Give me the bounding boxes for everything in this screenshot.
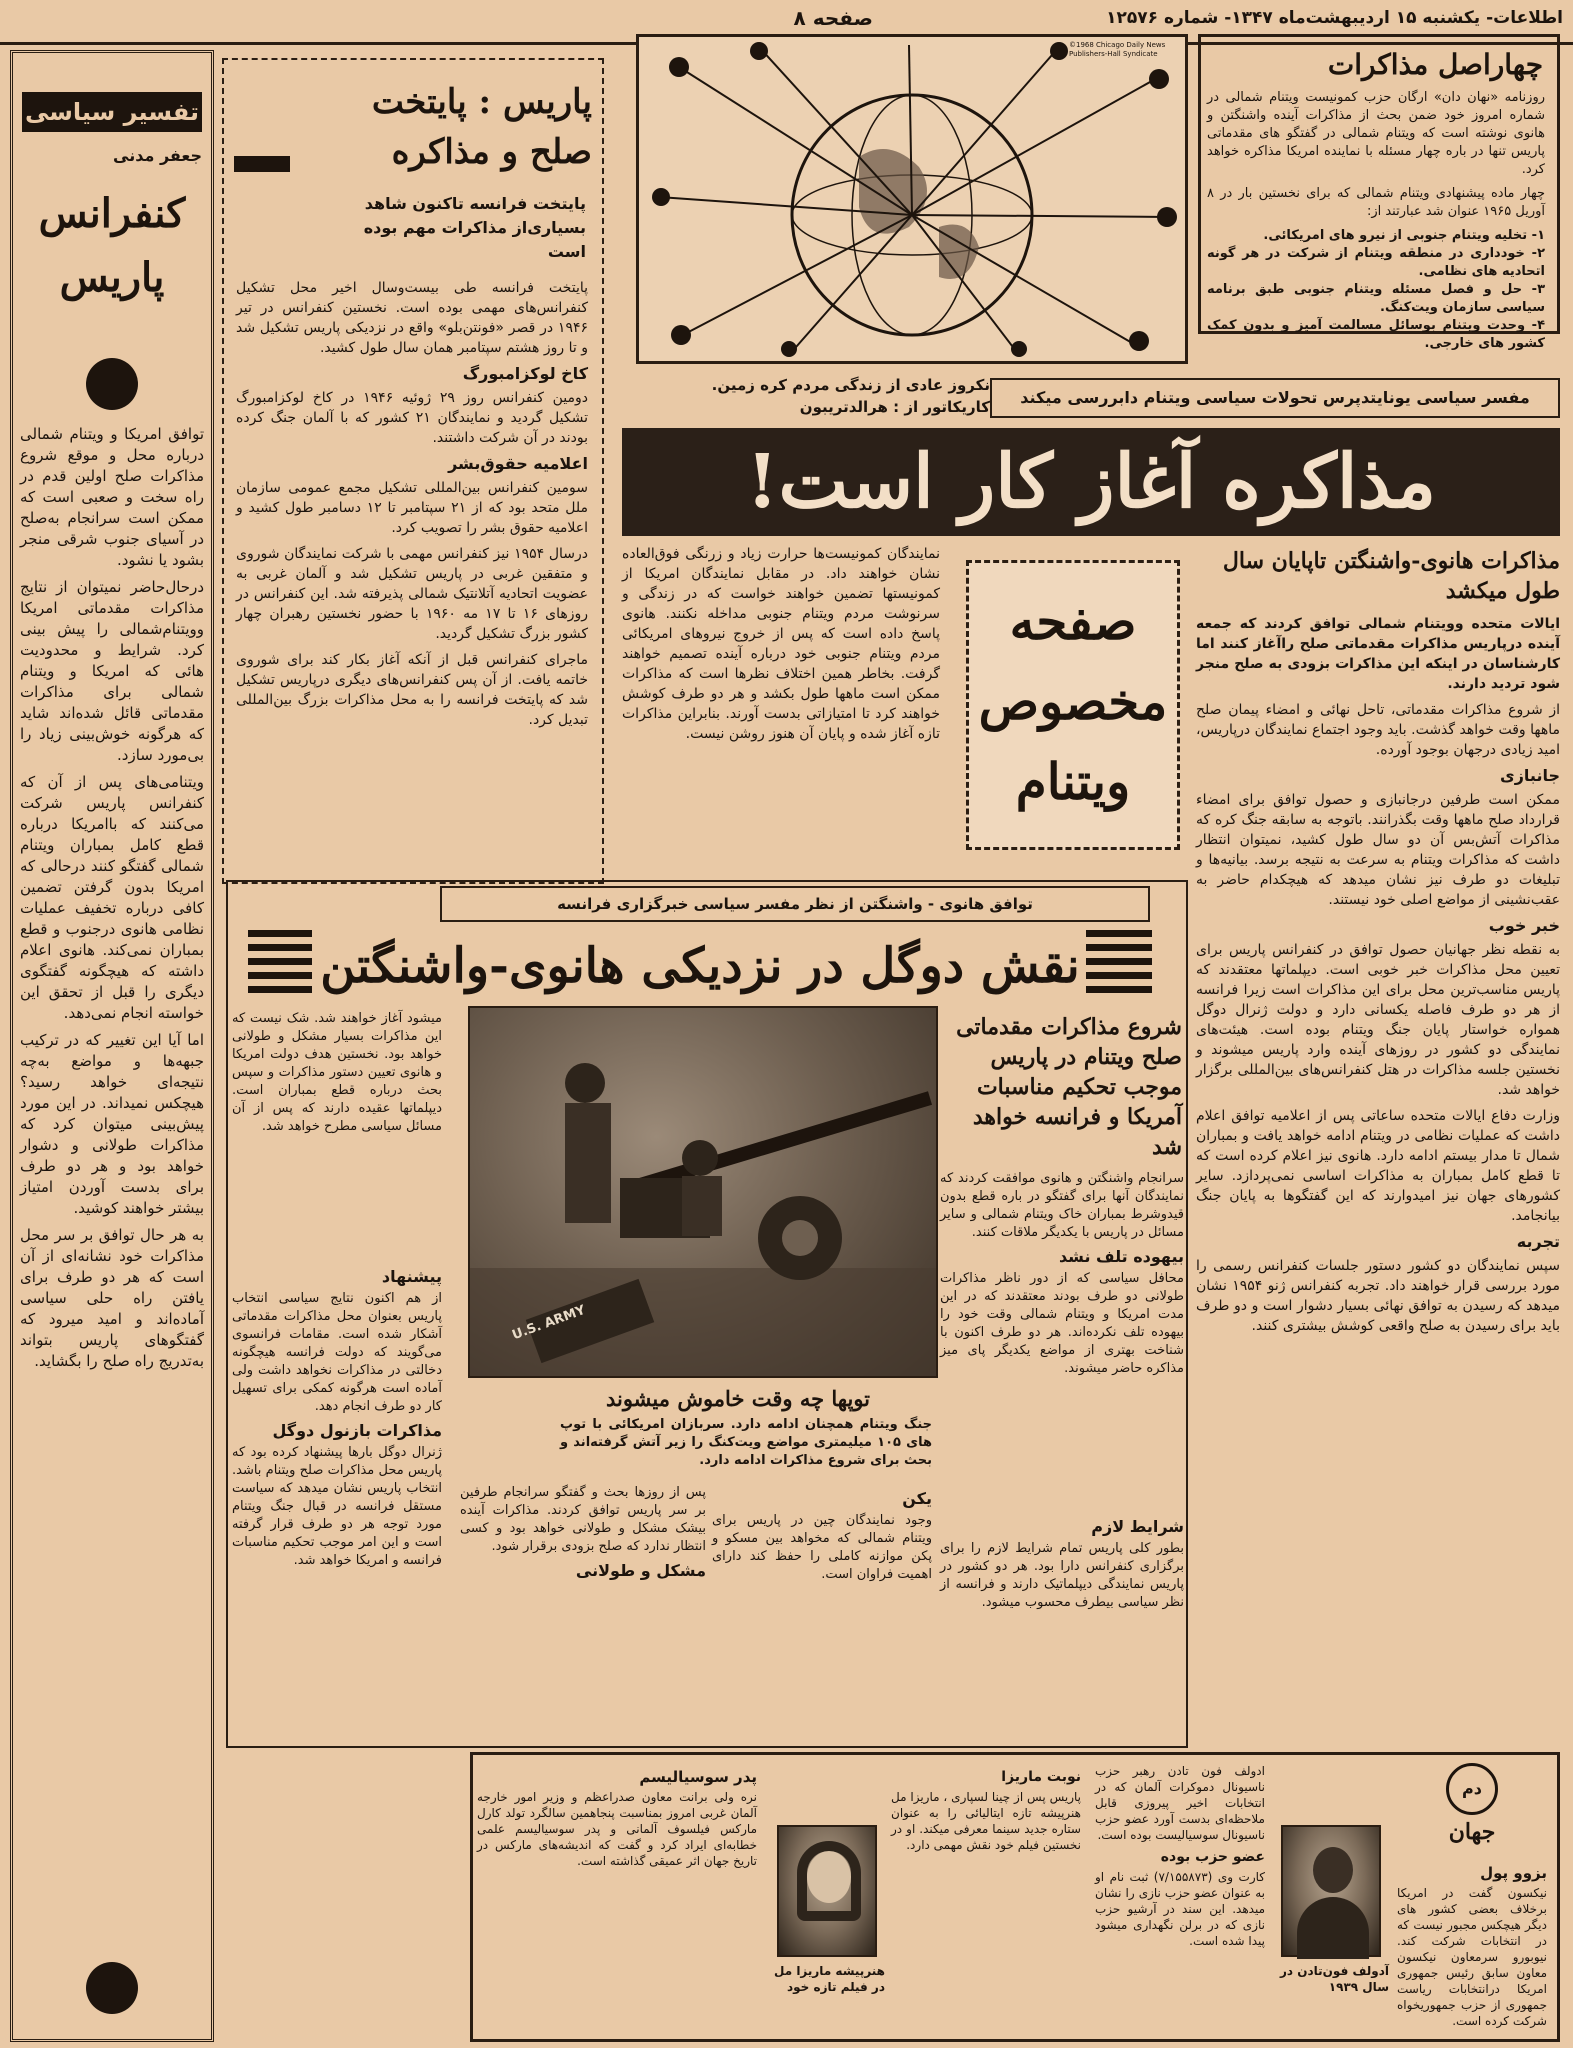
paris-p1: پایتخت فرانسه طی بیست‌وسال اخیر محل تشکیل کنفرانس‌های مهمی بوده است. نخستین کنفرانس در تیر ۱۹۴۶ در قصر «فونتن‌بلو» واقع در نزدیکی پاریس تشکیل شد و تا روز هشتم سپتامبر همان سال طول کشید. [236, 280, 588, 356]
bottom-col-1 [1397, 1859, 1547, 2039]
hw-p6: سپس نمایندگان دو کشور دستور جلسات کنفرانس رسمی را مورد بررسی قرار خواهند داد. تجربه کنفرانس ژنو ۱۹۵۴ نشان میدهد که رسیدن به توافق نهائی بسیار دشوار است و دو طرف باید برای رسیدن به صلح واقعی کوشش بیشتری کنند. [1196, 1258, 1561, 1334]
commentary-p3: ویتنامی‌های پس از آن که کنفرانس پاریس شرکت می‌کنند که باامریکا درباره قطع کامل بمباران ویتنام شمالی گفتگو کنند درحالی که امریکا بدون گرفتن تضمین کافی درباره تخفیف عملیات نظامی هانوی درجنوب و قطع بمباران نمی‌کند. هانوی اعلام داشته که هیچگونه گفتگوی دیگری را قبل از تحقق این خواسته انجام نمی‌دهد. [20, 773, 204, 1022]
commentary-p1: توافق امریکا و ویتنام شمالی درباره محل و موقع شروع مذاکرات صلح اولین قدم در راه سخت و صعبی است که ممکن است سرانجام به‌صلح در آسیای جنوب شرقی منجر بشود یا نشود. [20, 425, 204, 569]
degaulle-yakan-p: وجود نمایندگان چین در پاریس برای ویتنام شمالی که مخواهد بین مسکو و پکن موازنه کاملی را حفظ کند دارای اهمیت فراوان است. [712, 1513, 932, 1582]
special-page-badge [966, 560, 1180, 850]
bottom-col3-text: پاریس پس از چینا لسپاری ، ماریزا مل هنرپیشه تازه ایتالیائی را به عنوان ستاره جدید سینما معرفی میکند. او در نخستین فیلم خود نقش مهمی دارد. [891, 1790, 1081, 1852]
paris-body [236, 278, 588, 878]
bottom-col3-sub: نوبت ماریزا [1001, 1769, 1081, 1785]
hw-p1: ایالات متحده وویتنام شمالی توافق کردند که جمعه آینده درپاریس مذاکرات مقدماتی صلح راآغاز کنند اما کارشناسان در اینکه این مذاکرات بزودی به صلح منجر شود تردید دارند. [1196, 616, 1560, 692]
person-body-icon [1297, 1897, 1369, 1959]
four-principles-p2: چهار ماده پیشنهادی ویتنام شمالی که برای نخستین بار در ۸ آوریل ۱۹۶۵ عنوان شد عبارتند از: [1207, 186, 1545, 219]
special-page-text-3: ویتنام [1015, 752, 1131, 811]
paris-sub-human-rights: اعلامیه حقوق‌بشر [448, 454, 588, 473]
paris-lead: پایتخت فرانسه تاکنون شاهد بسیاری‌از مذاکرات مهم بوده است [363, 194, 586, 261]
paris-p5: ماجرای کنفرانس قبل از آنکه آغاز بکار کند برای شوروی خاتمه یافت. از آن پس کنفرانس‌های دیگری درپاریس تشکیل شد که پایتخت فرانسه را به محل مذاکرات بزرگ بین‌المللی تبدیل کرد. [236, 652, 588, 728]
actress-photo [777, 1825, 877, 1957]
degaulle-pishnahad-p: از هم اکنون نتایج سیاسی انتخاب پاریس بعنوان محل مذاکرات مقدماتی آشکار شده است. مقامات فرانسوی می‌گویند که دولت فرانسه هیچگونه دخالتی در مذاکرات نخواهد داشت ولی آماده است هرگونه کمکی برای تسهیل کار دو طرف انجام دهد. [232, 1291, 442, 1414]
hanoi-washington-body [1196, 614, 1560, 1336]
degaulle-sub-bazgasht: مذاکرات بازنول دوگل [272, 1421, 442, 1440]
four-principles-box [1198, 34, 1560, 351]
hanoi-washington-article [1196, 546, 1560, 1756]
paris-p2: دومین کنفرانس روز ۲۹ ژوئیه ۱۹۴۶ در کاخ لوکزامبورگ تشکیل گردید و نمایندگان ۲۱ کشور که با آلمان جنگ کرده بودند در آن شرکت داشتند. [236, 390, 588, 446]
photo-subcaption: جنگ ویتنام همچنان ادامه دارد. سربازان امریکائی با توپ های ۱۰۵ میلیمتری مواضع ویت‌کنگ را زیر آتش گرفته‌اند و بحث برای شروع مذاکرات ادامه دارد. [560, 1417, 932, 1468]
author-name: جعفر مدنی [113, 146, 202, 165]
commentary-p4: اما آیا این تغییر که در ترکیب جبهه‌ها و مواضع به‌چه نتیجه‌ای خواهد رسید؟ هیچکس نمیداند. در این مورد پیش‌بینی میتوان کرد که مذاکرات طولانی و دشوار خواهد بود و هر دو طرف برای بدست آوردن امتیاز بیشتر خواهند کوشید. [20, 1031, 204, 1217]
paris-p3: سومین کنفرانس بین‌المللی تشکیل مجمع عمومی سازمان ملل متحد بود که از ۲۱ سپتامبر تا ۱۲ دسامبر طول کشید و اعلامیه حقوق بشر را تصویب کرد. [236, 480, 589, 536]
world-logo-icon: دم [1446, 1763, 1498, 1815]
degaulle-sub-moshkel: مشکل و طولانی [575, 1561, 706, 1580]
cartoon-caption-1: نکروز عادی از زندگی مردم کره زمین. [711, 376, 990, 394]
degaulle-deck: شروع مذاکرات مقدماتی صلح ویتنام در پاریس موجب تحکیم مناسبات آمریکا و فرانسه خواهد شد [956, 1014, 1182, 1160]
main-headline-banner [622, 428, 1560, 536]
main-headline: مذاکره آغاز کار است! [746, 439, 1436, 525]
bottom-col-3 [891, 1763, 1081, 2039]
bottom-col1-title: بزوو پول [1480, 1864, 1547, 1882]
bottom-col4-text: نره ولی برانت معاون صدراعظم و وزیر امور خارجه آلمان غربی امروز بمناسبت پنجاهمین سالگرد تولد کارل مارکس فیلسوف آلمانی و پدر سوسیالیسم علمی خطابه‌ای ایراد کرد و گفت که اندیشه‌های مارکس در تاریخ جهان اثر عمیقی گذاشته است. [477, 1790, 757, 1868]
degaulle-sharayet-p: بطور کلی پاریس تمام شرایط لازم را برای برگزاری کنفرانس دارا بود. هر دو کشور در پاریس نمایندگی دیپلماتیک دارند و فرانسه از نظر سیاسی بیطرف محسوب میشود. [940, 1541, 1184, 1610]
hanoi-washington-title: مذاکرات هانوی-واشنگتن تاپایان سال طول میکشد [1222, 548, 1560, 604]
photo-caption: توپها چه وقت خاموش میشوند [605, 1386, 871, 1411]
principle-item: ۳- حل و فصل مسئله ویتنام جنوبی طبق برنامه سیاسی سازمان ویت‌کنگ. [1207, 282, 1545, 315]
actress-hair-icon [797, 1841, 861, 1921]
main-left-text: نمایندگان کمونیست‌ها حرارت زیاد و زرنگی فوق‌العاده نشان خواهند داد. در مقابل نمایندگان امریکا از کمونیستها تضمین خواهند خواست که در زندگی و سرنوشت مردم ویتنام جنوبی مداخله نکنند. هانوی پاسخ داده است که پس از خروج نیروهای امریکائی مردم ویتنام جنوبی خود درباره آینده تصمیم خواهند گرفت. بخاطر همین اختلاف نظرها است که مذاکرات ممکن است ماهها طول بکشد و هر دو طرف کوشش خواهند کرد تا امتیازاتی بدست آورند. بنابراین مذاکرات تازه آغاز شده و پایان آن هنوز روشن نیست. [622, 546, 940, 742]
us-army-label: U.S. ARMY [510, 1302, 588, 1344]
main-strap-text: مفسر سیاسی یونایتدپرس تحولات سیاسی ویتنام دابررسی میکند [1020, 388, 1530, 407]
paris-article [222, 58, 604, 884]
header-date: اطلاعات- یکشنبه ۱۵ اردیبهشت‌ماه ۱۳۴۷- شماره ۱۲۵۷۶ [1106, 8, 1563, 28]
paris-headline-bar [234, 156, 290, 172]
degaulle-left-top: میشود آغاز خواهند شد. شک نیست که این مذاکرات بسیار مشکل و طولانی خواهد بود. نخستین هدف دولت امریکا و هانوی تعیین دستور مذاکرات و سپس بحث درباره قطع بمباران است. دیپلماتها عقیده دارند که پس از آن مسائل سیاسی مطرح خواهد شد. [232, 1011, 442, 1134]
section-label: تفسیر سیاسی [22, 92, 202, 132]
degaulle-strap-text: توافق هانوی - واشنگتن از نظر مفسر سیاسی خبرگزاری فرانسه [557, 895, 1033, 913]
person-icon [1313, 1847, 1353, 1893]
degaulle-headline: نقش دوگل در نزدیکی هانوی-واشنگتن [320, 938, 1080, 994]
principle-item: ۴- وحدت ویتنام بوسائل مسالمت آمیز و بدون کمک کشور های خارجی. [1207, 318, 1545, 351]
degaulle-tolof-p: محافل سیاسی که از دور ناظر مذاکرات طولانی دو طرف بودند معتقدند که در این مدت امریکا و ویتنام شمالی وقت خود را بیهوده تلف نکرده‌اند. هر دو طرف اکنون با شناخت بهتری از مواضع یکدیگر پای میز مذاکره حاضر میشوند. [940, 1271, 1184, 1376]
world-news-box [470, 1752, 1560, 2042]
degaulle-center-p: سرانجام واشنگتن و هانوی موافقت کردند که نمایندگان آنها برای گفتگو در باره قطع بدون قیدوشرط بمباران خاک ویتنام شمالی و سایر مسائل در پاریس با یکدیگر ملاقات کنند. [940, 1171, 1184, 1240]
paris-sub-luxembourg: کاخ لوکزامبورگ [462, 364, 588, 383]
degaulle-sub-yakan: یکن [902, 1489, 932, 1508]
paris-headline-1: پاریس : پایتخت [371, 82, 592, 122]
paris-p4: درسال ۱۹۵۴ نیز کنفرانس مهمی با شرکت نمایندگان شوروی و متفقین غربی در پاریس تشکیل شد و آلمان غربی به عضویت اتحادیه آتلانتیک شمالی پذیرفته شد. این کنفرانس در روزهای ۱۶ تا ۱۷ مه ۱۹۶۰ با حضور نخستین رهبران چهار کشور بزرگ تشکیل گردید. [236, 546, 589, 642]
four-principles-title: چهاراصل مذاکرات [1327, 48, 1543, 81]
hw-p4: به نقطه نظر جهانیان حصول توافق در کنفرانس پاریس برای تعیین محل مذاکرات خبر خوبی است. دیپلماتها معتقدند که پاریس مناسب‌ترین محل برای این مذاکرات است زیرا فرانسه از هر دو طرف فاصله یکسانی دارد و دولت ژنرال دوگل همواره خواستار پایان جنگ ویتنام بوده است. هیئت‌های نمایندگی دو کشور در روزهای آینده وارد پاریس میشوند و نخستین جلسه مذاکرات در هتل کنفرانس‌های بین‌المللی برگزار خواهد شد. [1196, 942, 1560, 1098]
cartoon-frame [636, 34, 1188, 364]
cartoon-caption-2: کاریکاتور از : هرالدتریبون [799, 398, 990, 416]
vontadden-caption: آدولف فون‌تادن در سال ۱۹۳۹ [1280, 1964, 1389, 1994]
world-logo [1397, 1763, 1547, 1859]
degaulle-sub-pishnahad: پیشنهاد [381, 1267, 442, 1286]
world-logo-text: جهان [1448, 1819, 1496, 1845]
degaulle-bazgasht-p: ژنرال دوگل بارها پیشنهاد کرده بود که پاریس محل مذاکرات صلح ویتنام باشد. انتخاب پاریس نشان میدهد که سیاست مستقل فرانسه در قبال جنگ ویتنام مورد توجه هر دو طرف قرار گرفته است و این امر موجب تحکیم مناسبات فرانسه و امریکا خواهد شد. [232, 1445, 442, 1568]
vontadden-photo [1281, 1825, 1381, 1957]
bottom-col2-text: ادولف فون تادن رهبر حزب ناسیونال دموکرات آلمان که در انتخابات اخیر پیروزی قابل ملاحظه‌ای بدست آورد عضو حزب ناسیونال سوسیالیست بوده است. [1095, 1764, 1265, 1842]
hw-p3: ممکن است طرفین درجانبازی و حصول توافق برای امضاء قرارداد صلح ماهها وقت بگذرانند. باتوجه به سابقه جنگ کره که مذاکرات آتش‌بس آن دو سال طول کشید، نمیتوان انتظار داشت که مذاکرات ویتنام به سرعت به نتیجه برسد. بیانیه‌ها و تبلیغات دو طرف نیز نشان میدهد که هیچکدام حاضر به عقب‌نشینی از مواضع اصلی خود نیستند. [1196, 792, 1560, 908]
four-principles-intro: روزنامه «نهان دان» ارگان حزب کمونیست ویتنام شمالی در شماره امروز خود ضمن بحث از مذاکرات آینده واشنگتن و هانوی نوشته است که ویتنام شمالی در گفتگو های مقدماتی پاریس تنها در باره چهار مسئله با نماینده امریکا مذاکره خواهد کرد. [1207, 90, 1545, 177]
bottom-col2-sub: عضو حزب بوده [1160, 1849, 1265, 1865]
commentary-title-line2: پاریس [59, 254, 165, 301]
paris-headline-2: صلح و مذاکره [391, 132, 592, 172]
commentary-border [10, 50, 214, 2042]
main-strap [990, 378, 1560, 418]
hw-p2: از شروع مذاکرات مقدماتی، تاحل نهائی و امضاء پیمان صلح ماهها وقت خواهد گذشت. باید وجود اجتماع نمایندگان درپاریس، امید زیادی درجهان بوجود آورده. [1195, 702, 1560, 758]
degaulle-frame [226, 880, 1188, 1748]
hw-sub-experience: تجربه [1516, 1232, 1560, 1251]
cartoon-credit: ©1968 Chicago Daily News Publishers-Hall Syndicate [1069, 41, 1166, 58]
actress-caption: هنرپیشه ماریزا مل در فیلم تازه خود [774, 1964, 885, 1994]
header-page-number: صفحه ۸ [793, 6, 873, 30]
globe-cartoon-illustration [639, 37, 1185, 361]
hw-sub-good-news: خبر خوب [1488, 916, 1560, 935]
special-page-text-2: مخصوص [978, 672, 1168, 731]
special-page-text-1: صفحه [1009, 592, 1137, 651]
principle-item: ۲- خودداری در منطقه ویتنام از شرکت در هر گونه اتحادیه های نظامی. [1207, 246, 1545, 279]
degaulle-moshkel-intro: پس از روزها بحث و گفتگو سرانجام طرفین بر سر پاریس توافق کردند. مذاکرات آینده بیشک مشکل و طولانی خواهد بود و کسی انتظار ندارد که صلح بزودی برقرار شود. [460, 1485, 706, 1554]
commentary-p5: به هر حال توافق بر سر محل مذاکرات خود نشانه‌ای از آن است که هر دو طرف برای یافتن راه حلی سیاسی آماده‌اند و امید میرود که گفتگوهای پاریس بتواند به‌تدریج راه صلح را بگشاید. [20, 1226, 204, 1370]
degaulle-sub-sharayet: شرایط لازم [1091, 1517, 1184, 1536]
commentary-title-line1: کنفرانس [38, 190, 186, 237]
bottom-col-4 [477, 1763, 757, 2039]
commentary-p2: درحال‌حاضر نمیتوان از نتایج مذاکرات مقدماتی امریکا وویتنام‌شمالی را پیش بینی کرد. شرایط و محدودیت هائی که امریکا و ویتنام شمالی برای مذاکرات مقدماتی قائل شده‌اند شاید که هرگونه خوش‌بینی زیاد را بی‌مورد سازد. [20, 578, 204, 764]
hw-sub-janbazi: جانبازی [1500, 766, 1560, 785]
four-principles-body [1207, 89, 1545, 351]
bottom-col4-title: پدر سوسیالیسم [639, 1768, 757, 1786]
hw-p5: وزارت دفاع ایالات متحده ساعاتی پس از اعلامیه توافق اعلام داشت که عملیات نظامی در ویتنام ادامه خواهد یافت و بمباران شمال تا مدار بیستم ادامه دارد. هانوی نیز اعلام کرده است که تا قطع کامل بمباران به مذاکرات اساسی نمی‌پردازد. سایر کشورهای جهان نیز امیدوارند که این گفتگوها به پایان جنگ بیانجامد. [1196, 1108, 1560, 1224]
bottom-col2-text2: کارت وی (۷/۱۵۵۸۷۳) ثبت نام او به عنوان عضو حزب نازی را نشان میدهد. این سند در آرشیو حزب نازی که در برلن نگهداری میشود پیدا شده است. [1095, 1870, 1265, 1948]
bottom-col-2 [1095, 1763, 1265, 2039]
bottom-col1-text: نیکسون گفت در امریکا برخلاف بعضی کشور های دیگر هیچکس مجبور نیست که در انتخابات شرکت کند. نیوبورو سرمعاون نیکسون معاون سابق رئیس جمهوری امریکا درانتخابات ریاست جمهوری از حزب جمهوریخواه شرکت کرده است. [1397, 1886, 1547, 2028]
degaulle-sub-tolof: بیهوده تلف نشد [1058, 1247, 1184, 1266]
principle-item: ۱- تخلیه ویتنام جنوبی از نیرو های امریکائی. [1263, 228, 1545, 243]
